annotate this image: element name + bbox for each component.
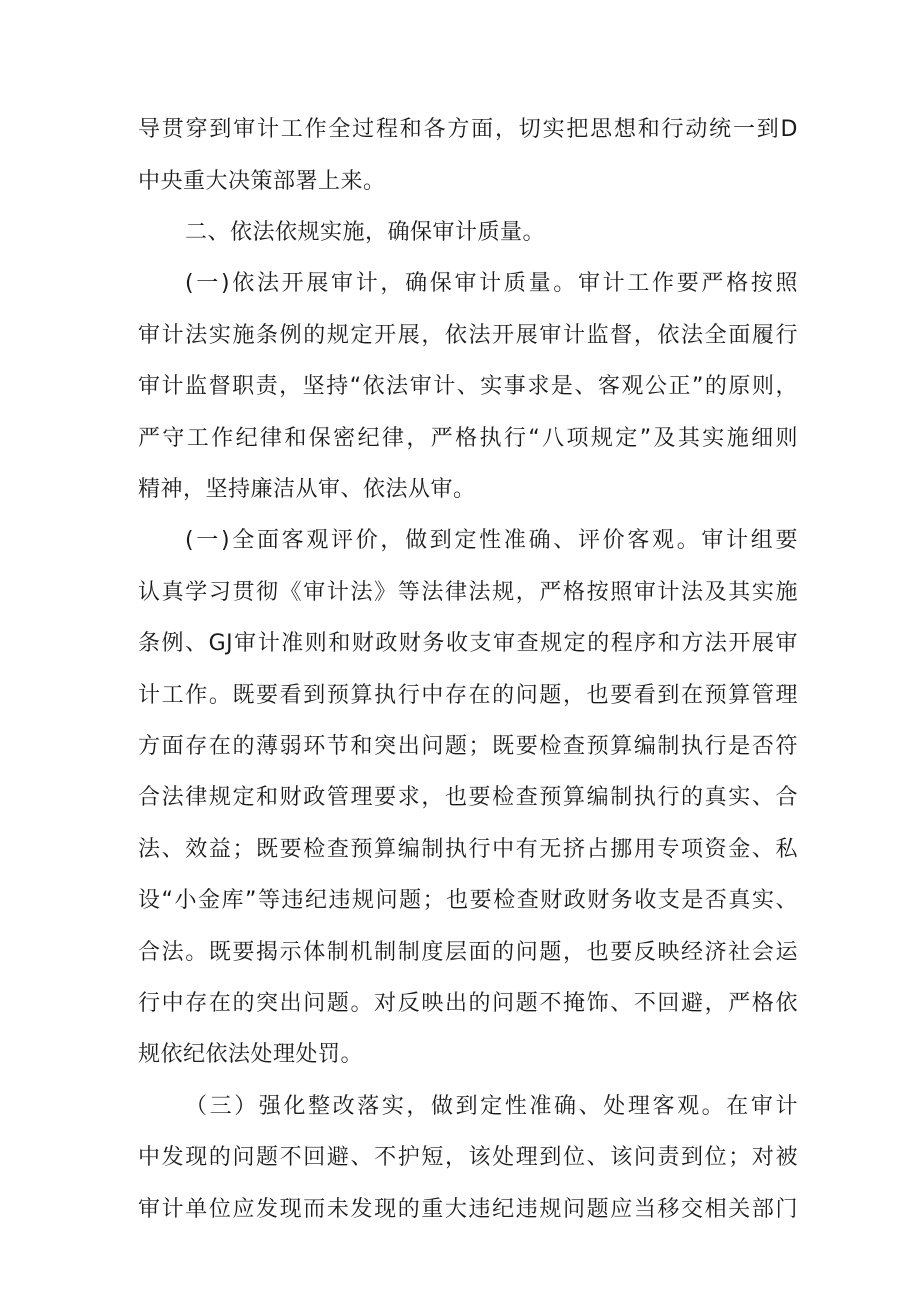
text-line: 设“小金库”等违纪违规问题；也要检查财政财务收支是否真实、 [138, 888, 798, 913]
text-line: 计工作。既要看到预算执行中存在的问题，也要看到在预算管理 [138, 683, 798, 708]
text-line: 行中存在的突出问题。对反映出的问题不掩饰、不回避，严格依 [138, 991, 798, 1016]
subsection-heading: （三）强化整改落实，做到定性准确、处理客观。在审计 [185, 1094, 798, 1119]
text-line: 中央重大决策部署上来。 [138, 169, 386, 194]
text-line: 条例、GJ审计准则和财政财务收支审查规定的程序和方法开展审 [138, 631, 798, 656]
subsection-heading: (一)全面客观评价，做到定性准确、评价客观。审计组要 [185, 528, 798, 553]
section-heading: 二、依法依规实施，确保审计质量。 [185, 220, 546, 245]
subsection-heading: (一)依法开展审计，确保审计质量。审计工作要严格按照 [185, 271, 798, 296]
text-line: 中发现的问题不回避、不护短，该处理到位、该问责到位；对被 [138, 1145, 798, 1170]
text-line: 合法。既要揭示体制机制制度层面的问题，也要反映经济社会运 [138, 940, 798, 965]
text-line: 审计监督职责，坚持“依法审计、实事求是、客观公正”的原则， [138, 374, 798, 399]
text-line: 严守工作纪律和保密纪律，严格执行“八项规定”及其实施细则 [138, 426, 799, 451]
text-line: 精神，坚持廉洁从审、依法从审。 [138, 477, 476, 502]
text-line: 合法律规定和财政管理要求，也要检查预算编制执行的真实、合 [138, 785, 798, 810]
text-line: 审计法实施条例的规定开展，依法开展审计监督，依法全面履行 [138, 323, 798, 348]
text-line: 法、效益；既要检查预算编制执行中有无挤占挪用专项资金、私 [138, 837, 798, 862]
text-line: 方面存在的薄弱环节和突出问题；既要检查预算编制执行是否符 [138, 734, 798, 759]
text-line: 导贯穿到审计工作全过程和各方面，切实把思想和行动统一到D [138, 117, 798, 142]
text-line: 规依纪依法处理处罚。 [138, 1042, 364, 1067]
text-line: 审计单位应发现而未发现的重大违纪违规问题应当移交相关部门 [138, 1197, 798, 1222]
text-line: 认真学习贯彻《审计法》等法律法规，严格按照审计法及其实施 [138, 580, 798, 605]
